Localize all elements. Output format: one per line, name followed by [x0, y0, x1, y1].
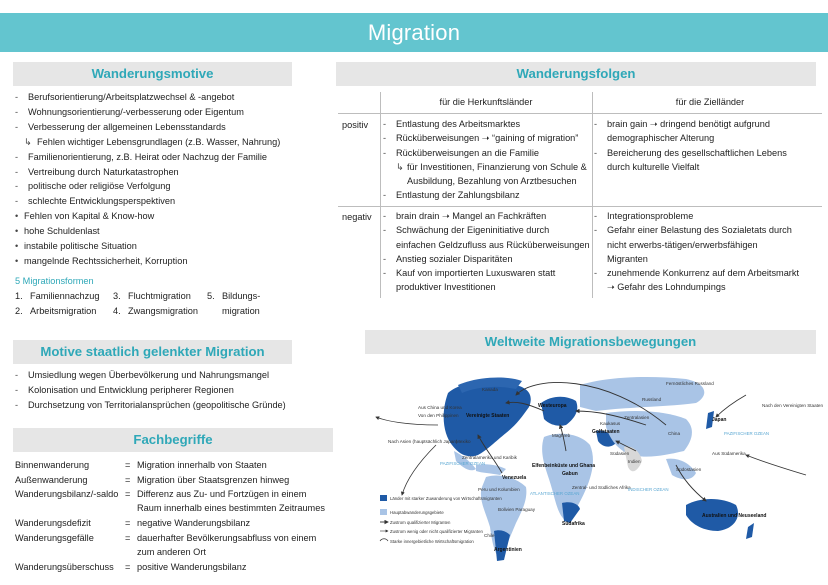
list-item: - Kolonisation und Entwicklung peripherer Regionen: [15, 384, 234, 395]
label-japan: Japan: [712, 417, 727, 423]
col-ziel-header: für die Zielländer: [675, 97, 745, 107]
glossary-definition: dauerhafter Bevölkerungsabfluss von einem zum anderen Ort: [137, 532, 317, 557]
migrationsform-item: 2. Arbeitsmigration: [15, 305, 97, 316]
glossary-row: [15, 458, 335, 472]
motive-heading: Wanderungsmotive: [13, 62, 292, 86]
list-item: - Umsiedlung wegen Überbevölkerung und Nahrungsmangel: [15, 370, 270, 380]
list-item: • instabile politische Situation: [15, 241, 137, 252]
label-bolivien: Bolivien Paraguay: [498, 507, 536, 512]
positiv-herkunft-cell: [383, 117, 587, 203]
neuseeland-land: [746, 523, 754, 539]
list-item: - zunehmende Konkurrenz auf dem Arbeitsmarkt: [594, 268, 800, 279]
glossary-row: [15, 560, 335, 574]
glossary-definition: Migration innerhalb von Staaten: [137, 460, 267, 470]
list-item: - brain gain ➝ dringend benötigt aufgrund: [594, 119, 770, 129]
label-von-phil: Von den Philippinen: [418, 413, 459, 418]
migrationsform-item: 1. Familiennachzug: [15, 291, 100, 301]
list-item: - politische oder religiöse Verfolgung: [15, 181, 171, 192]
folgen-heading: Wanderungsfolgen: [336, 62, 816, 86]
label-westafrika: Elfenbeinküste und Ghana: [532, 463, 596, 469]
table-divider: [338, 206, 822, 207]
positiv-ziel-cell: [594, 117, 787, 174]
glossary-row: [15, 531, 335, 559]
world-migration-map: [366, 355, 826, 581]
argentinien-land: [494, 530, 510, 561]
page-title: Migration: [367, 20, 461, 45]
label-kanada: Kanada: [482, 387, 498, 392]
label-suedostasien: Südostasien: [676, 467, 702, 472]
label-indien: Indien: [628, 459, 641, 464]
list-item: nicht erwerbs-tätigen/erwerbsfähigen: [607, 239, 758, 250]
row-positiv-label: positiv: [342, 120, 369, 130]
legend-item: Zustrom qualifizierter Migranten: [390, 520, 451, 525]
label-gabun: Gabun: [562, 471, 578, 477]
list-item: • hohe Schuldenlast: [15, 226, 100, 237]
migrationsform-item: 4. Zwangsmigration: [113, 305, 198, 316]
list-item: ↳ Fehlen wichtiger Lebensgrundlagen (z.B. Wasser, Nahrung): [24, 136, 281, 147]
label-chile: Chile: [484, 533, 495, 538]
title-bar: [0, 13, 828, 52]
list-item: durch kulturelle Vielfalt: [607, 161, 700, 172]
label-peru: Peru und Kolumbien: [478, 487, 520, 492]
list-item: - Durchsetzung von Territorialansprüchen (geopolitische Gründe): [15, 399, 286, 410]
list-item: - Familienorientierung, z.B. Heirat oder Nachzug der Familie: [15, 151, 267, 162]
label-europa: Westeuropa: [538, 403, 567, 409]
label-nach-usa: Nach den Vereinigten Staaten: [762, 403, 824, 408]
list-item: - Integrationsprobleme: [594, 211, 694, 221]
list-item: - Verbesserung der allgemeinen Lebensstandards: [15, 121, 226, 132]
list-item: - Rücküberweisungen an die Familie: [383, 147, 539, 158]
label-pazifik-s: PAZIFISCHER OZEAN: [724, 431, 770, 436]
list-item: - Gefahr einer Belastung des Sozialetats durch: [594, 225, 792, 236]
migrationsform-item: 5. Bildungs-: [207, 291, 261, 301]
row-negativ-label: negativ: [342, 212, 372, 222]
glossary-term: Binnenwanderung: [15, 460, 90, 470]
list-item: - Entlastung der Zahlungsbilanz: [383, 190, 520, 201]
legend-item: Länder mit starker Zuwanderung von Wirtschaftsmigranten: [390, 496, 502, 501]
list-item: - Vertreibung durch Naturkatastrophen: [15, 166, 179, 177]
label-golfstaaten: Golfstaaten: [592, 429, 620, 435]
col-herkunft-header: für die Herkunftsländer: [439, 97, 533, 107]
label-zentralafrika: Zentral- und Südliches Afrika: [572, 485, 631, 490]
list-item: einfachen Geldzufluss aus Rücküberweisungen: [396, 239, 590, 250]
label-australien: Australien und Neuseeland: [702, 513, 767, 519]
glossary-definition: negative Wanderungsbilanz: [137, 518, 251, 528]
migrationsform-item: 3. Fluchtmigration: [113, 291, 191, 301]
glossary-term: Wanderungsgefälle: [15, 532, 94, 543]
label-zentralamerika: Zentralamerika und Karibik: [462, 455, 517, 460]
migrationsformen-col-3: [207, 289, 260, 318]
label-zentralasien: Zentralasien: [624, 415, 650, 420]
label-atlantik: ATLANTISCHER OZEAN: [530, 491, 580, 496]
list-item: - Berufsorientierung/Arbeitsplatzwechsel & -angebot: [15, 92, 235, 102]
list-item: - schlechte Entwicklungsperspektiven: [15, 196, 176, 207]
negativ-ziel-cell: [594, 209, 799, 295]
list-item: - Wohnungsorientierung/-verbesserung oder Eigentum: [15, 106, 244, 117]
label-pazifik-n: PAZIFISCHER OZEAN: [440, 461, 486, 466]
label-nach-asien: Nach Asien (hauptsächlich Japan): [388, 439, 458, 444]
list-item: • mangelnde Rechtssicherheit, Korruption: [15, 255, 188, 266]
staatlich-heading: Motive staatlich gelenkter Migration: [13, 340, 292, 364]
glossary-term: Wanderungsdefizit: [15, 518, 91, 528]
label-suedasien: Südasien: [610, 451, 630, 456]
list-item: - Schwächung der Eigeninitiative durch: [383, 225, 550, 236]
list-item: - Kauf von importierten Luxuswaren statt: [383, 268, 556, 279]
arrow-to-asia-long: [402, 445, 436, 495]
glossary-row: [15, 473, 335, 487]
glossary-term: Wanderungsbilanz/-saldo: [15, 489, 119, 499]
suedafrika-land: [562, 502, 580, 523]
glossary-term: Wanderungsüberschuss: [15, 561, 114, 572]
legend-item: Starke innergebietliche Wirtschaftsmigration: [390, 539, 474, 544]
label-fernost: Fernöstliches Russland: [666, 381, 714, 386]
glossary-equals: =: [125, 532, 131, 543]
glossary-definition: Differenz aus Zu- und Fortzügen in einem Raum innerhalb eines bestimmten Zeitraumes: [137, 489, 325, 514]
legend-swatch-dark: [380, 495, 387, 501]
list-item: produktiver Investitionen: [396, 282, 496, 293]
staatlich-list: [15, 368, 286, 413]
glossary-row: [15, 487, 335, 515]
label-russland: Russland: [642, 397, 662, 402]
label-maghreb: Maghreb: [552, 433, 571, 438]
label-aus-suedamerika: Aus Südamerika: [712, 451, 746, 456]
migrationsform-item: migration: [222, 305, 260, 316]
list-item: ➝ Gefahr des Lohndumpings: [607, 282, 726, 293]
glossary-row: [15, 516, 335, 530]
arrow-to-japan: [716, 395, 746, 417]
list-item: demographischer Alterung: [607, 133, 715, 144]
label-venezuela: Venezuela: [502, 475, 527, 481]
migrationsformen-col-1: [15, 289, 99, 318]
list-item: • Fehlen von Kapital & Know-how: [15, 211, 155, 222]
legend-swatch-light: [380, 509, 387, 515]
list-item: - Bereicherung des gesellschaftlichen Lebens: [594, 147, 787, 158]
list-item: - Entlastung des Arbeitsmarktes: [383, 119, 521, 129]
table-divider: [338, 113, 822, 114]
table-divider: [380, 92, 381, 298]
list-item: ↳ für Investitionen, Finanzierung von Schule &: [396, 161, 587, 172]
glossary-equals: =: [125, 518, 131, 528]
negativ-herkunft-cell: [383, 209, 590, 295]
list-item: - Anstieg sozialer Disparitäten: [383, 253, 513, 264]
glossary-equals: =: [125, 460, 131, 470]
label-indisch: INDISCHER OZEAN: [628, 487, 669, 492]
glossary-definition: Migration über Staatsgrenzen hinweg: [137, 474, 290, 485]
label-usa: Vereinigte Staaten: [466, 413, 510, 419]
table-divider: [592, 92, 593, 298]
label-kaukasus: Kaukasus: [600, 421, 621, 426]
legend-item: Zustrom wenig oder nicht qualifizierter Migranten: [390, 529, 483, 534]
migrationsformen-col-2: [113, 289, 198, 318]
label-suedafrika: Südafrika: [562, 521, 585, 527]
motive-list: [15, 90, 280, 269]
glossary-equals: =: [125, 474, 131, 485]
fachbegriffe-heading: Fachbegriffe: [13, 428, 333, 452]
glossary-term: Außenwanderung: [15, 474, 88, 485]
legend-item: Hauptabwanderungsgebiete: [390, 510, 444, 515]
label-argentinien: Argentinien: [494, 547, 522, 553]
glossary-equals: =: [125, 489, 131, 499]
list-item: Migranten: [607, 253, 648, 264]
europe-land: [541, 397, 577, 426]
list-item: Ausbildung, Bezahlung von Arztbesuchen: [407, 176, 577, 187]
label-aus-china: Aus China und Korea: [418, 405, 462, 410]
list-item: - brain drain ➝ Mangel an Fachkräften: [383, 211, 547, 221]
arrow-suedamerika-east: [746, 455, 806, 475]
label-china: China: [668, 431, 681, 436]
weltweit-heading: Weltweite Migrationsbewegungen: [365, 330, 816, 354]
migrationsformen-title: 5 Migrationsformen: [15, 276, 94, 286]
glossary-definition: positive Wanderungsbilanz: [137, 561, 247, 572]
list-item: - Rücküberweisungen ➝ “gaining of migration”: [383, 133, 579, 144]
label-mexiko: Mexiko: [456, 439, 471, 444]
legend-arc: [380, 539, 388, 541]
arrow-pacific-west: [376, 417, 438, 425]
glossary-equals: =: [125, 561, 131, 572]
